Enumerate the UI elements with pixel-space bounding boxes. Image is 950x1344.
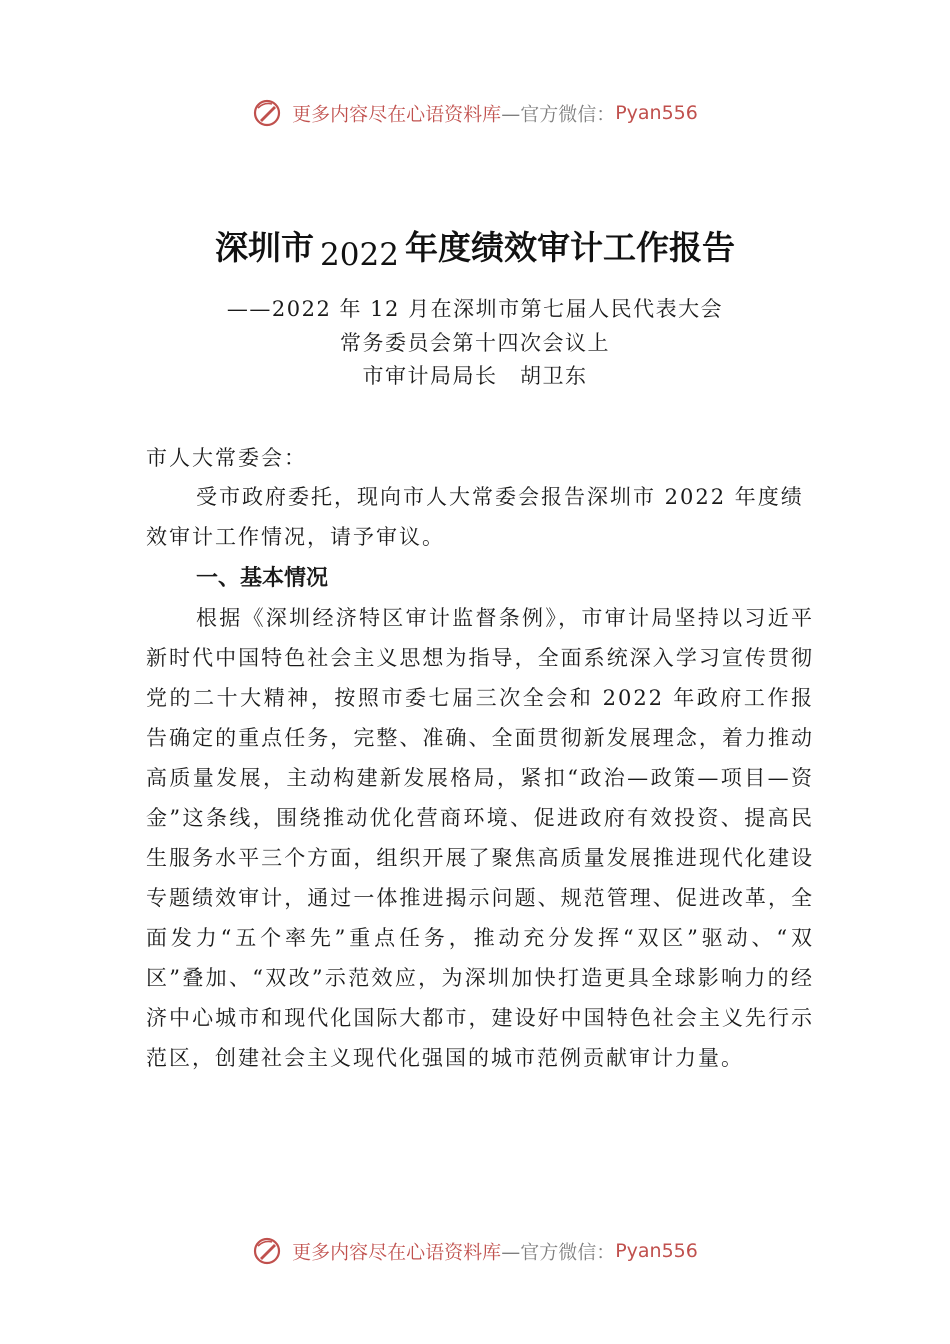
subtitle-line-3: 市审计局局长 胡卫东 — [362, 364, 588, 388]
intro-paragraph: 受市政府委托，现向市人大常委会报告深圳市 2022 年度绩效审计工作情况，请予审议。 — [146, 485, 804, 549]
watermark-text-gray: —官方微信： — [501, 103, 616, 126]
quill-seal-icon — [252, 98, 282, 128]
section-heading-basic: 一、基本情况 — [196, 566, 329, 591]
watermark-text-gray: —官方微信： — [501, 1241, 616, 1264]
document-title — [0, 222, 950, 273]
title-part2: 年度绩效审计工作报告 — [404, 228, 735, 267]
title-part1: 深圳市 — [215, 228, 315, 267]
watermark-text-red: 更多内容尽在心语资料库 — [292, 1241, 502, 1264]
quill-seal-icon — [252, 1236, 282, 1266]
watermark-text-red: 更多内容尽在心语资料库 — [292, 103, 502, 126]
watermark-header — [0, 98, 950, 128]
title-year: 2022 — [320, 237, 399, 273]
watermark-wechat-id: Pyan556 — [615, 102, 698, 124]
salutation: 市人大常委会： — [146, 446, 307, 470]
basic-situation-paragraph: 根据《深圳经济特区审计监督条例》，市审计局坚持以习近平新时代中国特色社会主义思想为指导，全面系统深入学习宣传贯彻党的二十大精神，按照市委七届三次全会和 2022 年政府工作报告确定的重点任务，完整、准确、全面贯彻新发展理念，着力推动高质量发展，主动构建新发展格局，紧扣“政治—政策—项目—资金”这条线，围绕推动优化营商环境、促进政府有效投资、提高民生服务水平三个方面，组织开展了聚焦高质量发展推进现代化建设专题绩效审计，通过一体推进揭示问题、规范管理、促进改革，全面发力“五个率先”重点任务，推动充分发挥“双区”驱动、“双区”叠加、“双改”示范效应，为深圳加快打造更具全球影响力的经济中心城市和现代化国际大都市，建设好中国特色社会主义先行示范区，创建社会主义现代化强国的城市范例贡献审计力量。 — [146, 606, 814, 1070]
subtitle-line-2: 常务委员会第十四次会议上 — [340, 331, 610, 355]
watermark-footer — [0, 1236, 950, 1266]
watermark-wechat-id: Pyan556 — [615, 1240, 698, 1262]
subtitle-line-1: ——2022 年 12 月在深圳市第七届人民代表大会 — [226, 297, 724, 321]
